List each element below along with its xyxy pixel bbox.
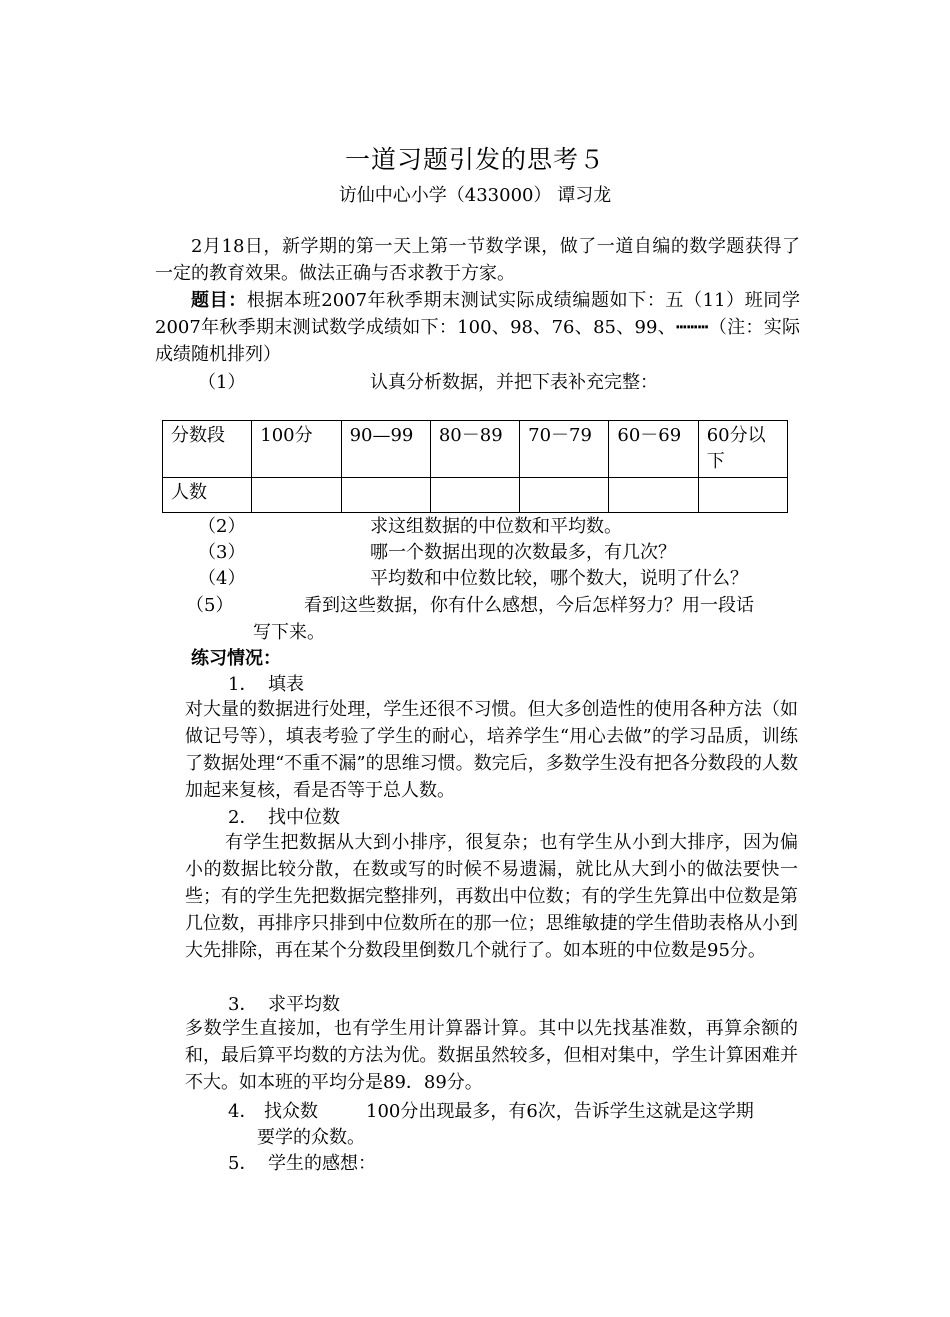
practice-heading: 练习情况： bbox=[191, 648, 281, 669]
table-header-cell: 100分 bbox=[252, 421, 341, 478]
question-3-text: 哪一个数据出现的次数最多，有几次？ bbox=[370, 542, 676, 563]
question-3-number: （3） bbox=[198, 542, 246, 563]
section-4-number: 4． bbox=[228, 1101, 258, 1122]
section-4-heading: 找众数 bbox=[264, 1101, 318, 1122]
table-header-cell: 60分以下 bbox=[698, 421, 787, 478]
problem-label: 题目： bbox=[191, 290, 247, 311]
intro-paragraph: 2月18日，新学期的第一天上第一节数学课，做了一道自编的数学题获得了一定的教育效果。做法正确与否求教于方家。 bbox=[155, 236, 800, 284]
section-4-body: 100分出现最多，有6次，告诉学生这就是这学期 bbox=[366, 1101, 754, 1122]
table-empty-cell[interactable] bbox=[430, 478, 519, 513]
table-header-cell: 分数段 bbox=[163, 421, 252, 478]
question-2-text: 求这组数据的中位数和平均数。 bbox=[370, 516, 622, 537]
page-title: 一道习题引发的思考５ bbox=[344, 145, 605, 174]
table-empty-cell[interactable] bbox=[341, 478, 430, 513]
section-2-number: 2． bbox=[228, 807, 258, 828]
question-2-number: （2） bbox=[198, 516, 246, 537]
table-header-cell: 70－79 bbox=[520, 421, 609, 478]
section-3-body: 多数学生直接加，也有学生用计算器计算。其中以先找基准数，再算余额的和，最后算平均数的方法为优。数据虽然较多，但相对集中，学生计算困难并不大。如本班的平均分是89．89分。 bbox=[185, 1018, 798, 1093]
table-header-cell: 90—99 bbox=[341, 421, 430, 478]
question-1-number: （1） bbox=[198, 372, 246, 393]
question-5-number: （5） bbox=[186, 595, 234, 616]
table-empty-cell[interactable] bbox=[252, 478, 341, 513]
table-empty-cell[interactable] bbox=[698, 478, 787, 513]
author-line: 访仙中心小学（433000） 谭习龙 bbox=[338, 185, 612, 206]
section-5-number: 5． bbox=[228, 1153, 258, 1174]
problem-paragraph bbox=[155, 287, 800, 368]
question-5-continuation: 写下来。 bbox=[253, 622, 325, 643]
question-4-number: （4） bbox=[198, 568, 246, 589]
table-header-cell: 80－89 bbox=[430, 421, 519, 478]
question-5-text: 看到这些数据，你有什么感想，今后怎样努力？用一段话 bbox=[304, 595, 754, 616]
section-2-heading: 找中位数 bbox=[268, 807, 340, 828]
table-row-label: 人数 bbox=[163, 478, 252, 513]
section-3-number: 3． bbox=[228, 994, 258, 1015]
section-1-heading: 填表 bbox=[268, 674, 304, 695]
table-empty-cell[interactable] bbox=[520, 478, 609, 513]
section-3-heading: 求平均数 bbox=[268, 994, 340, 1015]
section-1-number: 1． bbox=[228, 674, 258, 695]
table-empty-cell[interactable] bbox=[609, 478, 698, 513]
table-header-row bbox=[163, 421, 788, 478]
section-5-heading: 学生的感想： bbox=[268, 1153, 376, 1174]
question-4-text: 平均数和中位数比较，哪个数大，说明了什么？ bbox=[370, 568, 748, 589]
problem-text: 根据本班2007年秋季期末测试实际成绩编题如下：五（11）班同学2007年秋季期末测试数学成绩如下：100、98、76、85、99、┅┅┅（注：实际成绩随机排列） bbox=[155, 290, 800, 365]
table-count-row bbox=[163, 478, 788, 513]
section-1-body: 对大量的数据进行处理，学生还很不习惯。但大多创造性的使用各种方法（如做记号等），填表考验了学生的耐心，培养学生“用心去做”的学习品质，训练了数据处理“不重不漏”的思维习惯。数完后，多数学生没有把各分数段的人数加起来复核，看是否等于总人数。 bbox=[185, 699, 798, 801]
section-4-continuation: 要学的众数。 bbox=[257, 1127, 365, 1148]
question-1-text: 认真分析数据，并把下表补充完整： bbox=[370, 372, 658, 393]
score-table bbox=[162, 420, 788, 513]
section-2-body: 有学生把数据从大到小排序，很复杂；也有学生从小到大排序，因为偏小的数据比较分散，在数或写的时候不易遗漏，就比从大到小的做法要快一些；有的学生先把数据完整排列，再数出中位数；有的学生先算出中位数是第几位数，再排序只排到中位数所在的那一位；思维敏捷的学生借助表格从小到大先排除，再在某个分数段里倒数几个就行了。如本班的中位数是95分。 bbox=[185, 832, 798, 961]
table-header-cell: 60－69 bbox=[609, 421, 698, 478]
